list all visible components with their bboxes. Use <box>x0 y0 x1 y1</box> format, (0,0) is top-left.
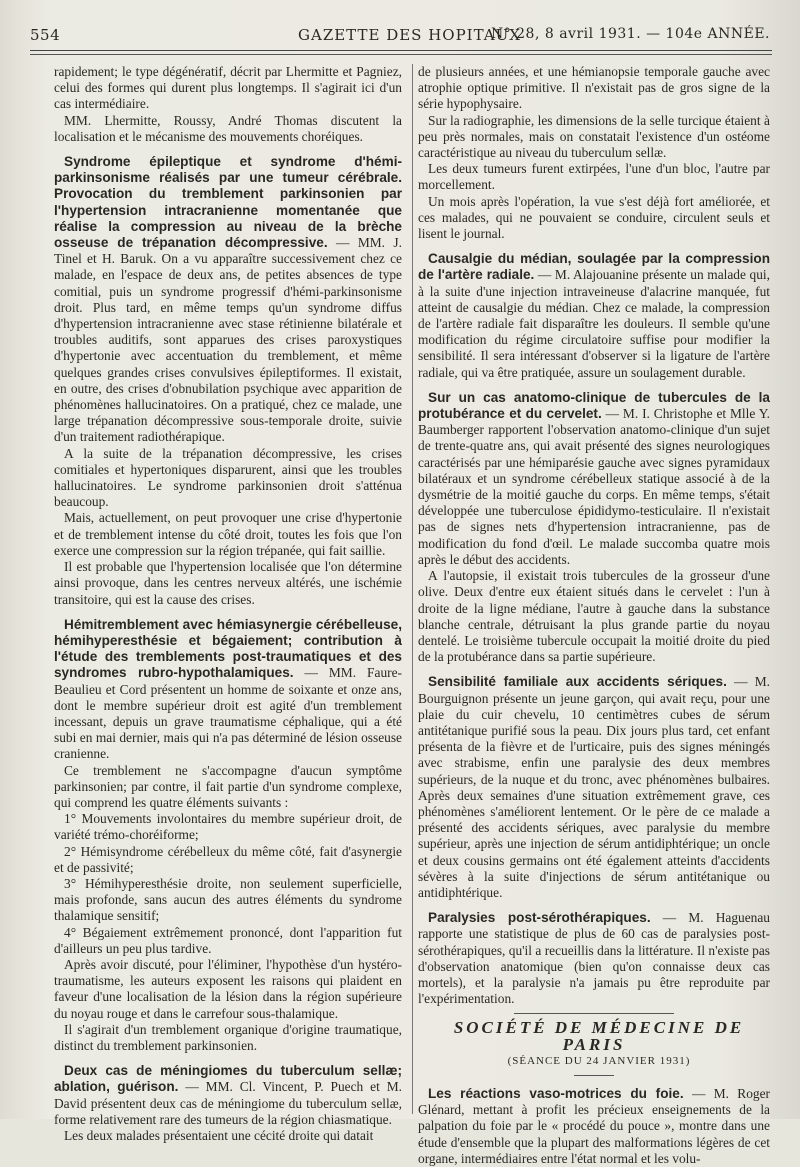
paragraph: Un mois après l'opération, la vue s'est déjà fort améliorée, et ces malades, qui ne pouvaient se conduire, circulent seuls et lisent le journal. <box>418 193 770 242</box>
paragraph: rapidement; le type dégénératif, décrit par Lhermitte et Pagniez, celui des formes qui durent plus longtemps. Il s'agirait ici d'un cas intermédiaire. <box>54 64 402 112</box>
article-heading: Causalgie du médian, soulagée par la compression de l'artère radiale. <box>418 251 770 283</box>
article-heading: Hémitremblement avec hémiasynergie cérébelleuse, hémihyperesthésie et bégaiement; contribution à l'étude des tremblements post-traumatiques et des syndromes rubro-hypothalamiques. <box>54 616 402 681</box>
article-body: — M. Roger Glénard, mettant à profit les précieux enseignements de la palpation du foie par le « procédé du pouce », montre dans une étude d'ensemble que la plupart des malformations légères de cet organe, intermédiaires entre l'état normal et les volu- <box>418 1085 770 1166</box>
article-tubercules <box>418 390 770 568</box>
left-column <box>54 64 402 1144</box>
article-body: — MM. Faure-Beaulieu et Cord présentent un homme de soixante et onze ans, dont le membre supérieur droit est agité d'un tremblement incessant, depuis un grave traumatisme céphalique, qui a été subi en mai dernier, mais qui n'a pas déterminé de lésion osseuse cranienne. <box>54 665 402 762</box>
paragraph: A l'autopsie, il existait trois tubercules de la grosseur d'une olive. Deux d'entre eux étaient situés dans le cervelet : l'un à droite de la ligne médiane, l'autre à gauche dans la substance blanche centrale, détruisant la plus grande partie du noyau dentelé. Le troisième tubercule occupait la moitié droite du pied de la protubérance dans sa partie supérieure. <box>418 568 770 665</box>
list-item: 1° Mouvements involontaires du membre supérieur droit, de variété trémo-choréiforme; <box>54 811 402 843</box>
page-number: 554 <box>30 26 61 44</box>
issue-info: N° 28, 8 avril 1931. — 104e ANNÉE. <box>490 26 770 42</box>
paragraph: Les deux malades présentaient une cécité droite qui datait <box>64 1128 374 1143</box>
article-body: — M. I. Christophe et Mlle Y. Baumberger rapportent l'observation anatomo-clinique d'un sujet de trente-quatre ans, qui avait présenté des signes neurologiques caractérisés par une hémiparésie gauche avec signes pyramidaux bilatéraux et un syndrome cérébelleux statique associé à de la dysmétrie de la moitié gauche du corps. En même temps, s'était développée une tuberculose épididymo-testiculaire. Il n'existait pas de signes nets d'hypertension intracranienne, pas de modification du fond d'œil. Le malade succomba quatre mois après le début des accidents. <box>418 406 771 567</box>
society-session: (SÉANCE DU 24 JANVIER 1931) <box>507 1054 691 1067</box>
list-item: 3° Hémihyperesthésie droite, non seulement superficielle, mais profonde, sans aucun des autres éléments du syndrome thalamique sensitif; <box>54 875 402 924</box>
article-heading: Sur un cas anatomo-clinique de tubercules de la protubérance et du cervelet. <box>418 389 770 422</box>
article-meningiomes <box>54 1063 402 1128</box>
paragraph: MM. Lhermitte, Roussy, André Thomas discutent la localisation et le mécanisme des mouvements choréiques. <box>54 112 402 144</box>
paragraph: Il s'agirait d'un tremblement organique d'origine traumatique, distinct du tremblement parkinsonien. <box>54 1021 402 1053</box>
paragraph: Sur la radiographie, les dimensions de la selle turcique étaient à peu près normales, mais on constatait l'existence d'un ostéome caractéristique au niveau du tuberculum sellæ. <box>418 112 770 161</box>
header-rule-thin <box>30 54 772 55</box>
journal-title: GAZETTE DES HOPITAUX <box>298 26 521 44</box>
article-causalgie <box>418 251 770 381</box>
paragraph: Les deux tumeurs furent extirpées, l'une d'un bloc, l'autre par morcellement. <box>418 161 770 193</box>
article-body: — M. Alajouanine présente un malade qui, à la suite d'une injection intraveineuse d'alacrine manquée, fut atteint de causalgie du médian. Chez ce malade, la compression de l'artère radiale fait disparaître les douleurs. Il semble qu'une modification du régime circulatoire suffise pour modifier la sensibilité. Il sera intéressant d'observer si la ligature de l'artère radiale, qui va être pratiquée, assure un soulagement durable. <box>418 267 770 380</box>
article-body: — M. Haguenau rapporte une statistique de plus de 60 cas de paralysies post-sérothérapiques, qu'il a recueillis dans la littérature. Il n'existe pas d'observation anatomique (bien qu'on connaisse deux cas mortels), et la paralysie n'a jamais pu être reproduite par l'expérimentation. <box>418 910 770 1007</box>
paragraph: Ce tremblement ne s'accompagne d'aucun symptôme parkinsonien; par contre, il fait partie d'un syndrome complexe, qui comprend les quatre éléments suivants : <box>54 762 402 810</box>
paragraph: Après avoir discuté, pour l'éliminer, l'hypothèse d'un hystéro-traumatisme, les auteurs exposent les raisons qui plaident en faveur d'une localisation de la lésion dans la région supérieure du noyau rouge et dans le carrefour sous-thalamique. <box>54 956 402 1021</box>
paragraph: A la suite de la trépanation décompressive, les crises comitiales et hypertoniques disparurent, ainsi que les troubles hallucinatoires. Le syndrome parkinsonien droit s'atténua beaucoup. <box>54 445 402 510</box>
article-heading: Deux cas de méningiomes du tuberculum sellæ; ablation, guérison. <box>54 1063 402 1095</box>
article-body: — MM. Cl. Vincent, P. Puech et M. David présentent deux cas de méningiome du tuberculum sellæ, forme relativement rare des tumeurs de la région chiasmatique. <box>54 1079 402 1127</box>
article-body: — M. Bourguignon présente un jeune garçon, qui avait reçu, pour une plaie du cuir chevelu, 10 centimètres cubes de sérum antitétanique purifié sous la peau. Dix jours plus tard, cet enfant présenta de la fièvre et de l'urticaire, puis des signes méningés avec strabisme, enfin une paralysie des deux membres supérieurs, de la nuque et du tronc, avec phénomènes bulbaires. Après deux semaines d'une situation extrêmement grave, ces phénomènes s'améliorent lentement. Or le père de ce malade a présenté des accidents sériques, avec paralysie du membre supérieur, après une injection de sérum antidiphtérique; un oncle et deux cousins germains ont été également atteints d'accidents sévères à la suite d'injections de sérum antitétanique ou antidiphtérique. <box>418 674 771 900</box>
paragraph: Mais, actuellement, on peut provoquer une crise d'hypertonie et de tremblement intense du côté droit, toutes les fois que l'on exerce une compression sur la région trépanée, qui fait saillie. <box>54 510 402 558</box>
list-item: 2° Hémisyndrome cérébelleux du même côté, fait d'asynergie et de passivité; <box>54 843 402 875</box>
header-rule <box>30 50 772 51</box>
paragraph: de plusieurs années, et une hémianopsie temporale gauche avec atrophie optique primitive. Il n'existait pas de gros signe de la série hypophysaire. <box>418 64 770 112</box>
article-heading: Paralysies post-sérothérapiques. <box>428 910 651 926</box>
paragraph: Il est probable que l'hypertension localisée que l'on détermine ainsi provoque, dans les centres nerveux altérés, une ischémie transitoire, qui est la cause des crises. <box>54 559 402 607</box>
article-paralysies <box>418 910 770 1007</box>
article-heading: Les réactions vaso-motrices du foie. <box>428 1085 684 1101</box>
article-sensibilite <box>418 674 770 901</box>
list-item: 4° Bégaiement extrêmement prononcé, dont l'apparition fut d'ailleurs un peu plus tardive. <box>54 924 402 956</box>
article-heading: Sensibilité familiale aux accidents sériques. <box>428 674 727 690</box>
article-heading: Syndrome épileptique et syndrome d'hémi-parkinsonisme réalisés par une tumeur cérébrale. Provocation du tremblement parkinsonien par l'hypertension intracranienne momentanée que réalise la compression au niveau de la brèche osseuse de trépanation décompressive. <box>54 154 402 251</box>
article-body: — MM. J. Tinel et H. Baruk. On a vu apparaître successivement chez ce malade, en l'espace de deux ans, de petites absences de type comitial, puis un syndrome progressif d'hémi-parkinsonisme droit. Plus tard, en même temps qu'un syndrome diffus d'hypertension intracranienne avec stase rétinienne bilatérale et troubles auditifs, sont apparues des crises paroxystiques d'hypertonie avec accentuation du tremblement, et même quelques grandes crises convulsives épileptiformes. Il existait, en outre, des crises d'obnubilation psychique avec apparition de phénomènes hallucinatoires. On a pratiqué, chez ce malade, une large trépanation décompressive sous-temporale droite, suivie d'un traitement radiothérapique. <box>54 235 402 445</box>
right-column <box>418 64 770 1167</box>
article-reactions <box>418 1086 770 1167</box>
page-header <box>30 26 770 48</box>
section-divider <box>514 1013 674 1014</box>
article-hemitremblement <box>54 617 402 763</box>
article-syndrome-epileptique <box>54 154 402 446</box>
society-title: SOCIÉTÉ DE MÉDECINE DE PARIS <box>453 1018 745 1054</box>
section-divider-short <box>574 1075 614 1076</box>
column-divider <box>412 64 413 1114</box>
